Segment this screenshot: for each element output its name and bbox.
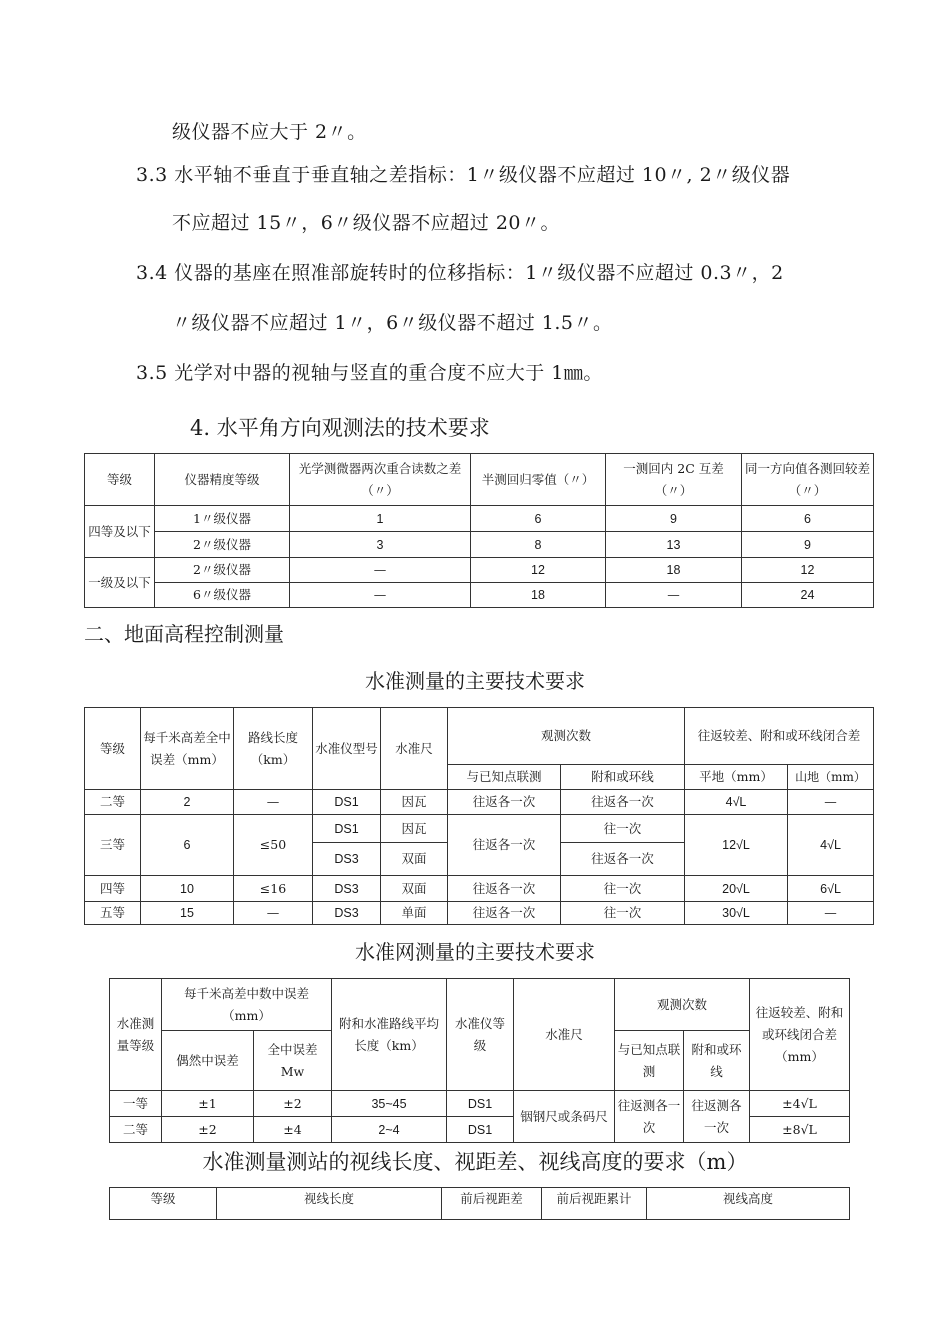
table-cell: 往返各一次	[448, 902, 561, 925]
table-cell: 往一次	[561, 902, 685, 925]
column-header: 仪器精度等级	[155, 454, 290, 506]
table-cell: 6〃级仪器	[155, 583, 290, 608]
table-cell: DS3	[313, 902, 381, 925]
grade-cell: 一级及以下	[85, 558, 155, 608]
column-subheader: 与已知点联测	[615, 1031, 684, 1091]
paragraph-line: 〃级仪器不应超过 1〃，6〃级仪器不超过 1.5〃。	[172, 312, 613, 334]
table-cell: 12	[471, 558, 606, 583]
table-cell: 30√L	[685, 902, 788, 925]
column-header: 等级	[85, 454, 155, 506]
column-header: 等级	[110, 1188, 217, 1220]
table-cell: ±2	[162, 1117, 254, 1143]
leveling-requirements-table	[84, 707, 874, 925]
table-row	[85, 532, 874, 558]
column-header: 路线长度（km）	[234, 708, 313, 790]
table-cell: DS1	[447, 1117, 514, 1143]
table-cell: —	[788, 902, 874, 925]
table-cell: 1	[290, 506, 471, 532]
column-header: 一测回内 2C 互差（〃）	[606, 454, 742, 506]
table-cell: 35~45	[332, 1091, 447, 1117]
column-header: 观测次数	[448, 708, 685, 765]
table-cell: —	[788, 790, 874, 815]
column-header: 附和水准路线平均长度（km）	[332, 979, 447, 1091]
paragraph-3-3: 3.3 水平轴不垂直于垂直轴之差指标：1〃级仪器不应超过 10〃, 2〃级仪器	[136, 164, 791, 186]
column-header: 往返较差、附和或环线闭合差（mm）	[750, 979, 850, 1091]
column-header: 水准仪等级	[447, 979, 514, 1091]
table-cell: —	[606, 583, 742, 608]
table-cell: 20√L	[685, 876, 788, 902]
table-title: 水准测量的主要技术要求	[365, 669, 585, 693]
table-cell: ≤16	[234, 876, 313, 902]
table-row	[85, 790, 874, 815]
table-title: 水准网测量的主要技术要求	[355, 940, 595, 964]
column-header: 等级	[85, 708, 141, 790]
horizontal-angle-table	[84, 453, 874, 608]
column-subheader: 平地（mm）	[685, 765, 788, 790]
table-cell: 往返测各一次	[615, 1091, 684, 1143]
column-header: 视线长度	[217, 1188, 442, 1220]
table-cell: 2~4	[332, 1117, 447, 1143]
table-row	[85, 815, 874, 843]
column-header: 光学测微器两次重合读数之差（〃）	[290, 454, 471, 506]
table-cell: DS3	[313, 876, 381, 902]
table-cell: 往一次	[561, 876, 685, 902]
table-row	[85, 583, 874, 608]
table-cell: 三等	[85, 815, 141, 876]
table-cell: DS1	[313, 815, 381, 843]
paragraph-3-5: 3.5 光学对中器的视轴与竖直的重合度不应大于 1㎜。	[136, 362, 603, 384]
table-cell: 二等	[110, 1117, 162, 1143]
table-row	[85, 876, 874, 902]
paragraph-line: 不应超过 15〃，6〃级仪器不应超过 20〃。	[172, 212, 561, 234]
table-cell: 6	[742, 506, 874, 532]
table-cell: 铟钢尺或条码尺	[514, 1091, 615, 1143]
paragraph-line: 级仪器不应大于 2〃。	[172, 121, 367, 143]
table-cell: DS3	[313, 843, 381, 876]
table-cell: 15	[141, 902, 234, 925]
table-row	[85, 506, 874, 532]
grade-cell: 四等及以下	[85, 506, 155, 558]
column-header: 水准尺	[381, 708, 448, 790]
table-cell: 往返测各一次	[684, 1091, 750, 1143]
column-header: 前后视距差	[442, 1188, 542, 1220]
table-cell: —	[290, 583, 471, 608]
table-cell: 往返各一次	[448, 876, 561, 902]
column-header: 同一方向值各测回较差（〃）	[742, 454, 874, 506]
table-cell: 单面	[381, 902, 448, 925]
table-cell: 24	[742, 583, 874, 608]
table-cell: 双面	[381, 876, 448, 902]
section-heading-2: 二、地面高程控制测量	[84, 622, 284, 646]
table-cell: —	[290, 558, 471, 583]
column-header: 每千米高差中数中误差（mm）	[162, 979, 332, 1031]
table-cell: 2〃级仪器	[155, 532, 290, 558]
column-subheader: 山地（mm）	[788, 765, 874, 790]
column-header: 往返较差、附和或环线闭合差	[685, 708, 874, 765]
table-cell: ±2	[254, 1091, 332, 1117]
column-header: 水准尺	[514, 979, 615, 1091]
table-cell: 3	[290, 532, 471, 558]
column-subheader: 全中误差 Mw	[254, 1031, 332, 1091]
column-header: 半测回归零值（〃）	[471, 454, 606, 506]
table-cell: 18	[606, 558, 742, 583]
table-title: 水准测量测站的视线长度、视距差、视线高度的要求（m）	[202, 1150, 748, 1174]
table-cell: 1〃级仪器	[155, 506, 290, 532]
table-cell: 18	[471, 583, 606, 608]
column-subheader: 附和或环线	[684, 1031, 750, 1091]
table-cell: 9	[606, 506, 742, 532]
section-heading-4: 4. 水平角方向观测法的技术要求	[190, 416, 490, 440]
table-cell: —	[234, 902, 313, 925]
table-cell: DS1	[313, 790, 381, 815]
table-cell: 6	[141, 815, 234, 876]
table-cell: 9	[742, 532, 874, 558]
table-cell: 往一次	[561, 815, 685, 843]
column-subheader: 偶然中误差	[162, 1031, 254, 1091]
table-cell: 4√L	[685, 790, 788, 815]
table-cell: 往返各一次	[561, 790, 685, 815]
column-header: 水准仪型号	[313, 708, 381, 790]
table-row	[85, 902, 874, 925]
table-header-row	[110, 1188, 850, 1220]
table-header-row	[110, 979, 850, 1031]
table-cell: ±8√L	[750, 1117, 850, 1143]
table-cell: 往返各一次	[448, 790, 561, 815]
table-cell: ±4	[254, 1117, 332, 1143]
column-header: 前后视距累计	[542, 1188, 647, 1220]
table-cell: 往返各一次	[448, 815, 561, 876]
column-header: 视线高度	[647, 1188, 850, 1220]
column-subheader: 附和或环线	[561, 765, 685, 790]
table-cell: 双面	[381, 843, 448, 876]
table-cell: 6√L	[788, 876, 874, 902]
table-cell: ≤50	[234, 815, 313, 876]
table-cell: 12√L	[685, 815, 788, 876]
paragraph-3-4: 3.4 仪器的基座在照准部旋转时的位移指标：1〃级仪器不应超过 0.3〃，2	[136, 262, 784, 284]
table-row	[110, 1091, 850, 1117]
sight-line-table	[109, 1187, 850, 1220]
column-header: 每千米高差全中误差（mm）	[141, 708, 234, 790]
table-cell: 8	[471, 532, 606, 558]
table-cell: 4√L	[788, 815, 874, 876]
table-cell: 一等	[110, 1091, 162, 1117]
table-cell: 五等	[85, 902, 141, 925]
table-cell: 13	[606, 532, 742, 558]
leveling-network-table	[109, 978, 850, 1143]
table-header-row	[85, 454, 874, 506]
table-cell: 2〃级仪器	[155, 558, 290, 583]
column-header: 水准测量等级	[110, 979, 162, 1091]
table-cell: ±1	[162, 1091, 254, 1117]
table-row	[85, 558, 874, 583]
table-cell: 因瓦	[381, 815, 448, 843]
table-cell: 2	[141, 790, 234, 815]
table-cell: 因瓦	[381, 790, 448, 815]
table-header-row	[85, 708, 874, 765]
table-cell: 12	[742, 558, 874, 583]
table-cell: 往返各一次	[561, 843, 685, 876]
table-cell: ±4√L	[750, 1091, 850, 1117]
table-cell: DS1	[447, 1091, 514, 1117]
table-cell: —	[234, 790, 313, 815]
table-cell: 10	[141, 876, 234, 902]
column-subheader: 与已知点联测	[448, 765, 561, 790]
table-cell: 四等	[85, 876, 141, 902]
column-header: 观测次数	[615, 979, 750, 1031]
table-cell: 6	[471, 506, 606, 532]
table-cell: 二等	[85, 790, 141, 815]
